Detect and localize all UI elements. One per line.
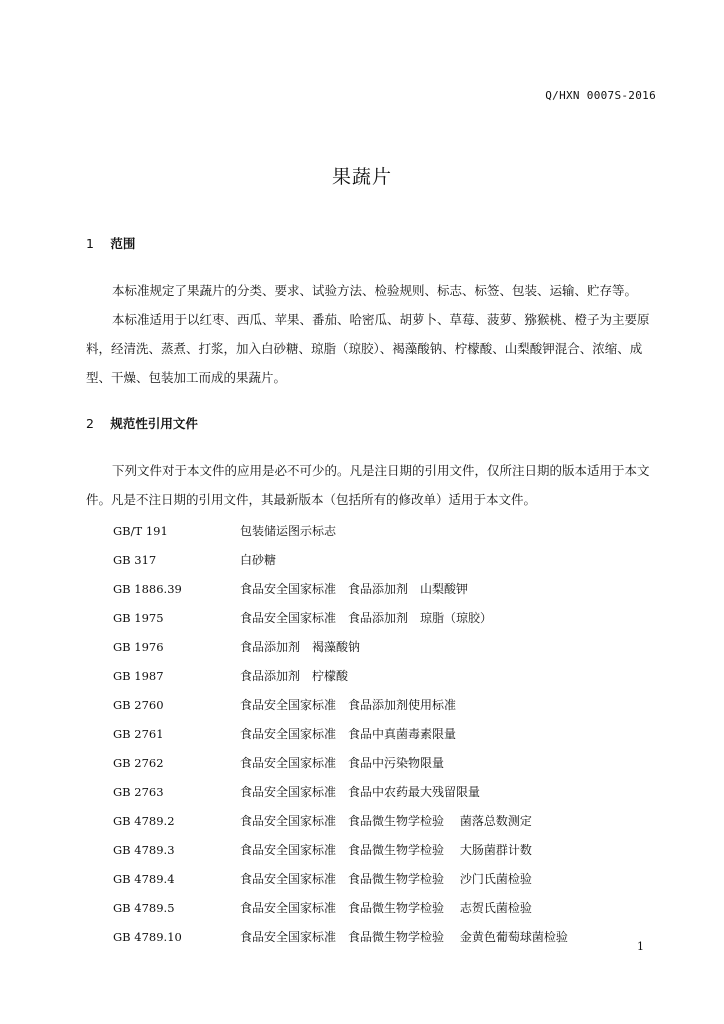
reference-row bbox=[113, 632, 673, 661]
reference-code: GB 2760 bbox=[113, 697, 164, 712]
reference-row bbox=[113, 719, 673, 748]
reference-name: 食品安全国家标准 食品添加剂 琼脂（琼胶） bbox=[240, 611, 493, 625]
references-intro-paragraph: 下列文件对于本文件的应用是必不可少的。凡是注日期的引用文件，仅所注日期的版本适用于本文件。凡是不注日期的引用文件，其最新版本（包括所有的修改单）适用于本文件。 bbox=[86, 463, 650, 507]
reference-name: 食品添加剂 柠檬酸 bbox=[240, 669, 349, 683]
reference-name: 食品安全国家标准 食品微生物学检验 沙门氏菌检验 bbox=[240, 872, 532, 886]
reference-list bbox=[113, 516, 673, 951]
reference-name: 包装储运图示标志 bbox=[240, 524, 337, 538]
section-heading-references bbox=[86, 414, 198, 432]
reference-row bbox=[113, 835, 673, 864]
reference-row bbox=[113, 748, 673, 777]
reference-name: 食品安全国家标准 食品中农药最大残留限量 bbox=[240, 785, 481, 799]
reference-code: GB 1975 bbox=[113, 610, 164, 625]
reference-row bbox=[113, 516, 673, 545]
reference-name: 食品安全国家标准 食品微生物学检验 金黄色葡萄球菌检验 bbox=[240, 930, 568, 944]
reference-name: 食品安全国家标准 食品中污染物限量 bbox=[240, 756, 445, 770]
scope-paragraph-2: 本标准适用于以红枣、西瓜、苹果、番茄、哈密瓜、胡萝卜、草莓、菠萝、猕猴桃、橙子为主要原料，经清洗、蒸煮、打浆，加入白砂糖、琼脂（琼胶）、褐藻酸钠、柠檬酸、山梨酸钾混合、浓缩、成型、干燥、包装加工而成的果蔬片。 bbox=[86, 312, 650, 385]
page-number: 1 bbox=[637, 940, 644, 953]
reference-name: 食品安全国家标准 食品添加剂使用标准 bbox=[240, 698, 457, 712]
reference-name: 食品添加剂 褐藻酸钠 bbox=[240, 640, 361, 654]
reference-row bbox=[113, 661, 673, 690]
reference-name: 食品安全国家标准 食品微生物学检验 大肠菌群计数 bbox=[240, 843, 532, 857]
reference-code: GB 2763 bbox=[113, 784, 164, 799]
document-title: 果蔬片 bbox=[331, 166, 392, 188]
reference-code: GB 1886.39 bbox=[113, 581, 182, 596]
section-title: 规范性引用文件 bbox=[110, 416, 198, 431]
reference-name: 食品安全国家标准 食品微生物学检验 志贺氏菌检验 bbox=[240, 901, 532, 915]
reference-code: GB 4789.3 bbox=[113, 842, 175, 857]
reference-code: GB 4789.2 bbox=[113, 813, 175, 828]
reference-name: 白砂糖 bbox=[240, 553, 277, 567]
reference-code: GB 317 bbox=[113, 552, 157, 567]
reference-code: GB 4789.10 bbox=[113, 929, 182, 944]
reference-name: 食品安全国家标准 食品添加剂 山梨酸钾 bbox=[240, 582, 469, 596]
section-number: 1 bbox=[86, 236, 94, 251]
reference-row bbox=[113, 690, 673, 719]
reference-code: GB 1987 bbox=[113, 668, 164, 683]
reference-code: GB 4789.4 bbox=[113, 871, 175, 886]
reference-row bbox=[113, 864, 673, 893]
reference-row bbox=[113, 777, 673, 806]
reference-code: GB 4789.5 bbox=[113, 900, 175, 915]
reference-row bbox=[113, 806, 673, 835]
scope-paragraph-1: 本标准规定了果蔬片的分类、要求、试验方法、检验规则、标志、标签、包装、运输、贮存等。 bbox=[112, 283, 638, 298]
section-heading-scope bbox=[86, 234, 135, 252]
reference-row bbox=[113, 545, 673, 574]
reference-code: GB 2762 bbox=[113, 755, 164, 770]
reference-row bbox=[113, 574, 673, 603]
reference-row bbox=[113, 893, 673, 922]
reference-name: 食品安全国家标准 食品微生物学检验 菌落总数测定 bbox=[240, 814, 532, 828]
section-title: 范围 bbox=[110, 236, 136, 251]
reference-code: GB 2761 bbox=[113, 726, 164, 741]
section-number: 2 bbox=[86, 416, 94, 431]
reference-row bbox=[113, 922, 673, 951]
reference-code: GB 1976 bbox=[113, 639, 164, 654]
reference-name: 食品安全国家标准 食品中真菌毒素限量 bbox=[240, 727, 457, 741]
reference-row bbox=[113, 603, 673, 632]
reference-code: GB/T 191 bbox=[113, 523, 168, 538]
standard-code: Q/HXN 0007S-2016 bbox=[545, 89, 656, 102]
